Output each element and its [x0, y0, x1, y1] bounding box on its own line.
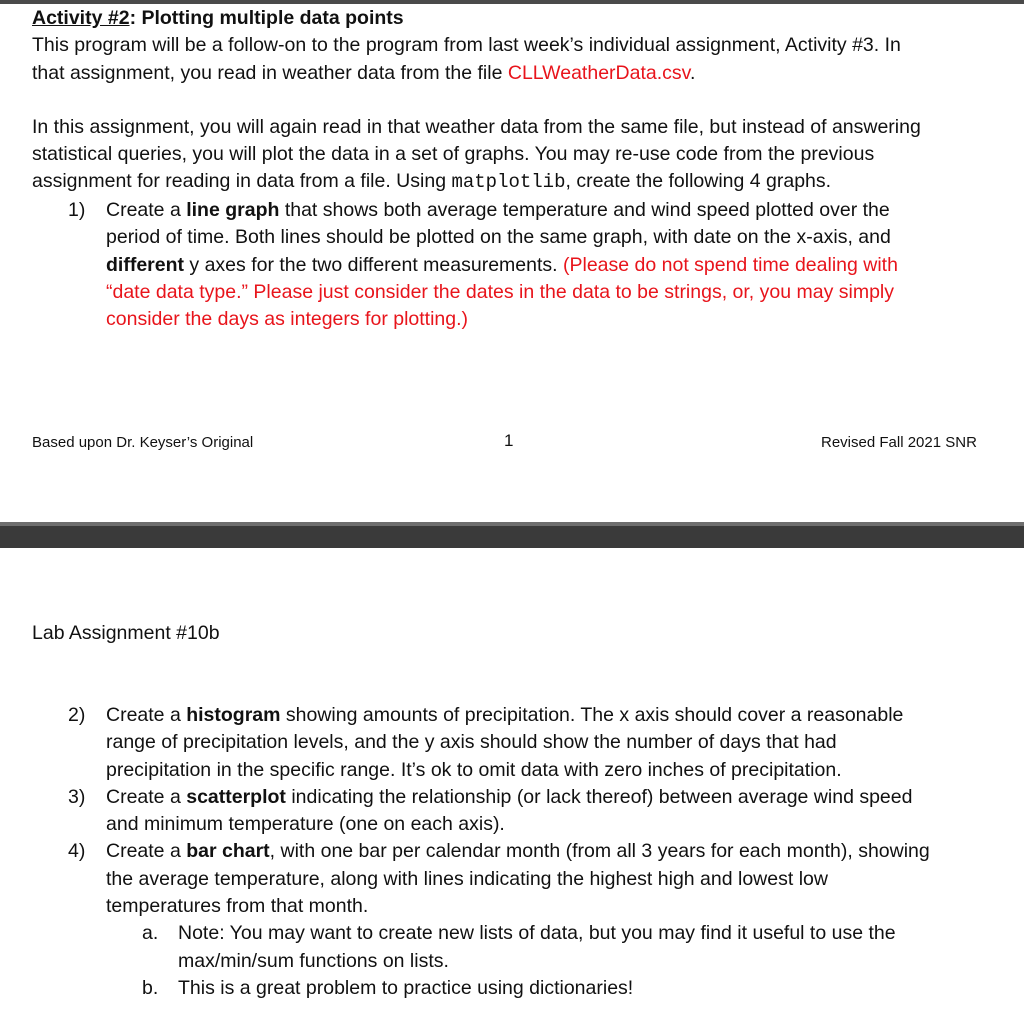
sub-item-a: [0, 920, 1000, 975]
item-text: that shows both average temperature and wind speed plotted over the: [279, 199, 890, 221]
lab-title: Lab Assignment #10b: [32, 622, 220, 644]
intro-line-2-start: that assignment, you read in weather data from the file: [32, 61, 508, 84]
item-text: range of precipitation levels, and the y axis should show the number of days that had: [106, 731, 837, 754]
item-text: Create a: [106, 785, 187, 808]
item-text: y axes for the two different measurements.: [184, 253, 563, 276]
activity-heading-title: : Plotting multiple data points: [129, 7, 404, 29]
item-keyword: histogram: [186, 704, 281, 726]
sub-item-label: a.: [142, 922, 159, 945]
item-keyword: different: [106, 253, 184, 276]
sub-item-b: [0, 975, 1000, 1002]
intro-line-2: [32, 60, 992, 87]
list-item-number: 1): [68, 199, 86, 221]
item-text: max/min/sum functions on lists.: [178, 949, 449, 972]
item-text: the average temperature, along with lines indicating the highest high and lowest low: [106, 867, 828, 890]
para2-line-3-start: assignment for reading in data from a file. Using: [32, 170, 452, 193]
item-note: “date data type.” Please just consider the dates in the data to be strings, or, you may simply: [106, 280, 895, 303]
task-list-page-2: [0, 702, 1000, 1002]
item-text: Create a: [106, 704, 187, 726]
intro-block: [32, 5, 992, 197]
item-note: consider the days as integers for plotting.): [106, 308, 469, 331]
item-text: Create a: [106, 199, 187, 221]
list-item-number: 4): [68, 840, 86, 863]
item-note: (Please do not spend time dealing with: [562, 253, 898, 276]
list-item-number: 3): [68, 785, 86, 808]
sub-item-label: b.: [142, 976, 159, 999]
list-item-2: [0, 702, 1000, 784]
item-text: precipitation in the specific range. It’s ok to omit data with zero inches of precipitation.: [106, 758, 842, 781]
para2-code: matplotlib: [451, 171, 566, 194]
intro-line-2-end: .: [689, 61, 696, 84]
intro-line-1: This program will be a follow-on to the program from last week’s individual assignment, Activity #3. In: [32, 34, 901, 57]
item-text: Create a: [106, 840, 187, 863]
activity-heading-label: Activity #2: [32, 7, 130, 29]
activity-heading: [32, 5, 992, 32]
item-keyword: bar chart: [186, 840, 270, 863]
para2-line-2: statistical queries, you will plot the data in a set of graphs. You may re-use code from the previous: [32, 143, 875, 166]
item-text: This is a great problem to practice using dictionaries!: [178, 976, 634, 999]
item-text: , with one bar per calendar month (from all 3 years for each month), showing: [269, 840, 930, 863]
item-text: temperatures from that month.: [106, 895, 369, 918]
para2-line-3-end: , create the following 4 graphs.: [565, 170, 832, 193]
para2-line-1: In this assignment, you will again read in that weather data from the same file, but instead of answering: [32, 115, 921, 138]
list-item-4: [0, 838, 1000, 920]
page-number: 1: [504, 431, 514, 450]
list-item-3: [0, 784, 1000, 839]
footer-right: Revised Fall 2021 SNR: [821, 434, 977, 451]
item-text: and minimum temperature (one on each axis).: [106, 813, 505, 836]
footer-left: Based upon Dr. Keyser’s Original: [32, 434, 254, 451]
item-text: period of time. Both lines should be plotted on the same graph, with date on the x-axis, and: [106, 226, 891, 249]
item-keyword: line graph: [186, 199, 280, 221]
document-page-2: [0, 548, 1024, 1023]
item-text: Note: You may want to create new lists of data, but you may find it useful to use the: [178, 922, 896, 945]
list-item-number: 2): [68, 704, 86, 726]
list-item-1: [0, 197, 1000, 333]
page-separator-edge: [0, 522, 1024, 526]
item-text: showing amounts of precipitation. The x axis should cover a reasonable: [280, 704, 904, 726]
item-keyword: scatterplot: [186, 785, 286, 808]
para2-line-3: [32, 168, 992, 196]
task-list-page-1: [0, 197, 1000, 333]
intro-filename: CLLWeatherData.csv: [507, 61, 690, 84]
item-text: indicating the relationship (or lack thereof) between average wind speed: [285, 785, 913, 808]
